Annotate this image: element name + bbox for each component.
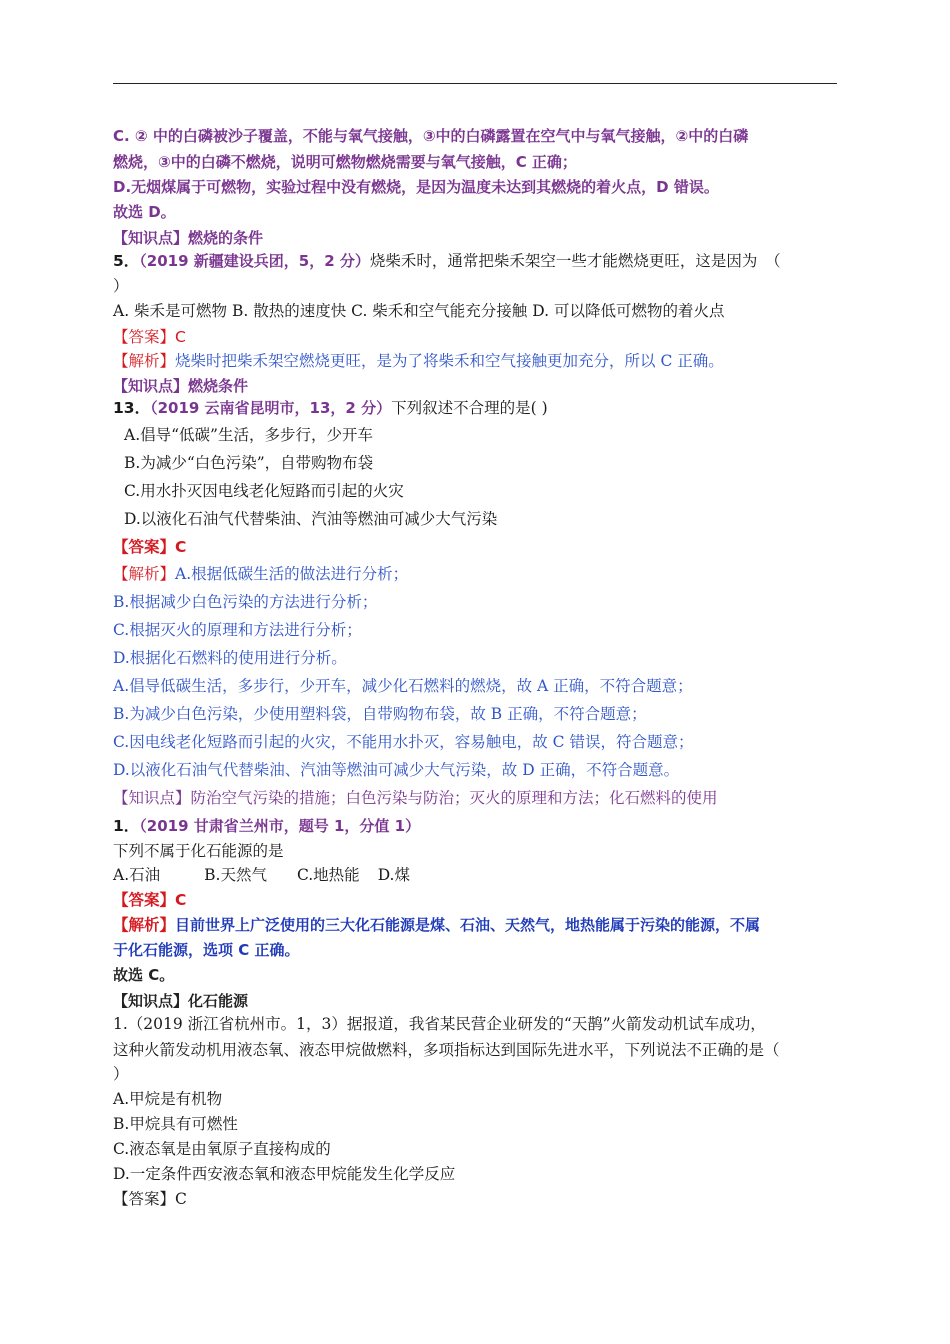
q13-option-c: C.用水扑灭因电线老化短路而引起的火灾 [124,482,404,500]
q13-knowledge-label: 【知识点】 [113,789,191,807]
q13-answer-label: 【答案】 [113,537,176,556]
q1b-stem-line3: ） [113,1065,129,1083]
q13-analysis-line5: A.倡导低碳生活，多步行，少开车，减少化石燃料的燃烧，故 A 正确，不符合题意； [113,677,693,695]
header-rule [113,83,837,84]
q13-source: （2019 云南省昆明市，13，2 分） [150,399,392,417]
q13-analysis-label: 【解析】 [113,565,176,583]
q1a-option-d: D.煤 [377,866,410,884]
q5-answer-value: C [175,328,186,346]
q1a-choose: 故选 C。 [113,966,175,984]
q1b-answer: 【答案】C [113,1190,187,1208]
q5-stem-line1 [113,250,781,272]
q1a-answer-label: 【答案】 [113,891,176,909]
q1a-options [113,864,410,886]
q13-analysis-line8: D.以液化石油气代替柴油、汽油等燃油可减少大气污染，故 D 正确，不符合题意。 [113,761,680,779]
q1a-option-a: A.石油 [113,866,161,884]
q1b-option-c: C.液态氧是由氧原子直接构成的 [113,1140,331,1158]
q5-options: A. 柴禾是可燃物 B. 散热的速度快 C. 柴禾和空气能充分接触 D. 可以降低可燃物的着火点 [113,302,725,320]
q13-knowledge [113,787,718,809]
q13-answer [113,536,186,558]
q5-answer-label: 【答案】 [113,328,176,346]
q5-knowledge: 【知识点】燃烧条件 [113,377,249,395]
q1a-answer-value: C [175,891,187,909]
q13-analysis-line2: B.根据减少白色污染的方法进行分析； [113,593,378,611]
q5-stem: 烧柴禾时，通常把柴禾架空一些才能燃烧更旺，这是因为 （ [369,252,781,270]
q5-number: 5． [113,252,140,270]
q1b-option-d: D.一定条件西安液态氧和液态甲烷能发生化学反应 [113,1165,456,1183]
q1a-number: 1． [113,817,140,835]
q1b-option-b: B.甲烷具有可燃性 [113,1115,238,1133]
q13-number: 13． [113,399,151,417]
prev-option-d: D.无烟煤属于可燃物，实验过程中没有燃烧，是因为温度未达到其燃烧的着火点，D 错误。 [113,178,719,196]
q1a-analysis-line2: 于化石能源，选项 C 正确。 [113,941,300,959]
prev-option-c-line1: C. ② 中的白磷被沙子覆盖，不能与氧气接触，③中的白磷露置在空气中与氧气接触，②中的白磷 [113,127,749,145]
q13-analysis-line6: B.为减少白色污染，少使用塑料袋，自带购物布袋，故 B 正确，不符合题意； [113,705,647,723]
q5-analysis-label: 【解析】 [113,352,176,370]
q13-analysis-line4: D.根据化石燃料的使用进行分析。 [113,649,347,667]
q5-answer [113,326,186,348]
q13-analysis-text: A.根据低碳生活的做法进行分析； [175,565,409,583]
q13-analysis-line7: C.因电线老化短路而引起的火灾，不能用水扑灭，容易触电，故 C 错误，符合题意； [113,733,694,751]
q1b-stem-line1: 1.（2019 浙江省杭州市。1，3）据报道，我省某民营企业研发的“天鹊”火箭发动机试车成功， [113,1015,766,1033]
q13-stem-text: 下列叙述不合理的是( ) [391,399,548,417]
q1a-analysis-line1 [113,914,760,936]
q13-option-b: B.为减少“白色污染”，自带购物布袋 [124,454,374,472]
q1a-option-c: C.地热能 [296,866,360,884]
q1a-option-b: B.天然气 [204,866,267,884]
prev-knowledge: 【知识点】燃烧的条件 [113,229,264,247]
prev-choose: 故选 D。 [113,203,176,221]
q5-stem-line2: ） [113,277,129,295]
q1a-knowledge: 【知识点】化石能源 [113,992,249,1010]
q13-analysis-line1 [113,563,408,585]
prev-option-c-line2: 燃烧，③中的白磷不燃烧，说明可燃物燃烧需要与氧气接触，C 正确； [113,153,577,171]
q1a-stem: 下列不属于化石能源的是 [113,842,284,860]
q1a-heading [113,815,420,837]
q1a-analysis-label: 【解析】 [113,916,176,934]
q13-option-d: D.以液化石油气代替柴油、汽油等燃油可减少大气污染 [124,510,498,528]
q5-analysis [113,350,724,372]
q13-analysis-line3: C.根据灭火的原理和方法进行分析； [113,621,362,639]
q13-stem [113,397,548,419]
q5-analysis-text: 烧柴时把柴禾架空燃烧更旺，是为了将柴禾和空气接触更加充分，所以 C 正确。 [175,352,724,370]
q13-answer-value: C [175,538,187,556]
q1b-stem-line2: 这种火箭发动机用液态氧、液态甲烷做燃料，多项指标达到国际先进水平，下列说法不正确的是（ [113,1041,780,1059]
q1a-answer [113,889,186,911]
q1a-analysis-text: 目前世界上广泛使用的三大化石能源是煤、石油、天然气，地热能属于污染的能源，不属 [175,916,761,934]
q1b-option-a: A.甲烷是有机物 [113,1090,223,1108]
q5-source: （2019 新疆建设兵团，5，2 分） [139,252,370,270]
q13-option-a: A.倡导“低碳”生活，多步行，少开车 [124,426,373,444]
q1a-source: （2019 甘肃省兰州市，题号 1，分值 1） [139,817,421,835]
q13-knowledge-text: 防治空气污染的措施；白色污染与防治；灭火的原理和方法；化石燃料的使用 [190,789,718,807]
